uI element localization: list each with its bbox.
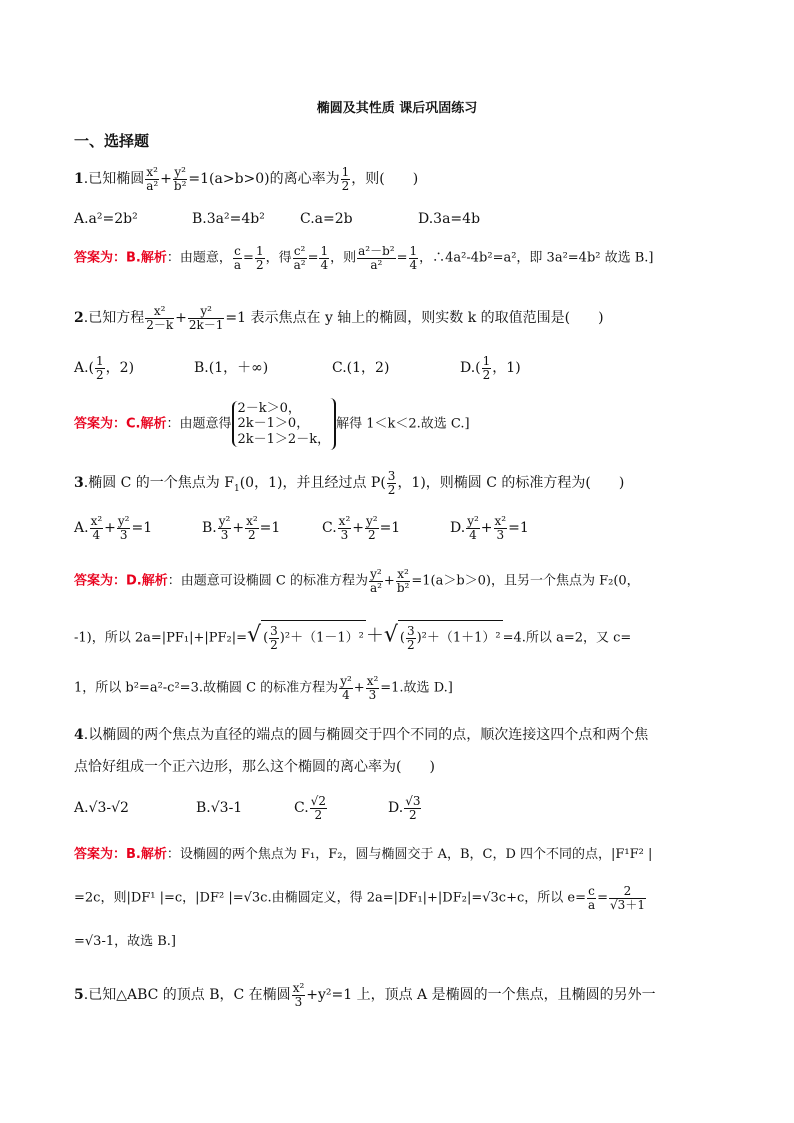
option-c: C.a=2b [300, 211, 353, 227]
answer-2: 答案为：C.解析：由题意得 2－k＞0， 2k－1＞0， 2k－1＞2－k， 解得 1＜k＜2.故选 C.] [74, 398, 470, 450]
option-a: A. $\frac{\text{x²}}{4}$ + $\frac{\text{y²}}{3}$ =1 [74, 514, 153, 542]
answer-1: 答案为：B.解析：由题意， $\frac{c}{a}$ = $\frac{1}{2}$ ，得 $\frac{\text{c²}}{\text{a²}}$ = $\frac{1}{4}$ ，则 $\frac{\text{a²－b²}}{\text{a²}}$ = $\frac{1}{4}$ ，∴4a²-4b²=a²，即 3a²=4b² 故选 B.] [74, 244, 654, 272]
question-2-options [74, 355, 521, 381]
option-c: C. $\frac{\text{x²}}{3}$ + $\frac{\text{y²}}{2}$ =1 [322, 514, 401, 542]
option-b: B.√3-1 [196, 800, 243, 817]
question-1-stem: 1.已知椭圆 $\frac{\text{x²}}{\text{a²}}$ + $\frac{\text{y²}}{\text{b²}}$ =1(a>b>0)的离心率为 $\frac{1}{2}$ ，则( ) [74, 165, 419, 193]
option-b: B.3a²=4b² [192, 211, 265, 227]
section-heading: 一、选择题 [74, 132, 150, 150]
page-title: 椭圆及其性质 课后巩固练习 [316, 101, 478, 116]
option-a: A.√3-√2 [74, 800, 129, 817]
option-d: D.3a=4b [418, 211, 481, 227]
question-4-options [74, 795, 422, 821]
question-4-stem-1: 4.以椭圆的两个焦点为直径的端点的圆与椭圆交于四个不同的点，顺次连接这四个点和两个焦 [74, 727, 649, 743]
question-2-stem: 2.已知方程 $\frac{\text{x²}}{2-k}$ + $\frac{\text{y²}}{2k-1}$ =1 表示焦点在 y 轴上的椭圆，则实数 k 的取值范围是( ) [74, 304, 604, 332]
question-5-stem: 5.已知△ABC 的顶点 B，C 在椭圆 $\frac{\text{x²}}{3}$ +y²=1 上，顶点 A 是椭圆的一个焦点，且椭圆的另外一 [74, 981, 656, 1009]
answer-3-line-1: 答案为：D.解析：由题意可设椭圆 C 的标准方程为 $\frac{\text{y²}}{\text{a²}}$ + $\frac{\text{x²}}{\text{b²}}$ =1(a＞b＞0)，且另一个焦点为 F₂(0， [74, 567, 640, 595]
question-3-stem: 3.椭圆 C 的一个焦点为 $F_1(0$，1)，并且经过点 P( $\frac{3}{2}$ ，1)，则椭圆 C 的标准方程为( ) [74, 469, 625, 497]
answer-4-line-3: =√3-1，故选 B.] [74, 934, 177, 949]
inequality-system: 2－k＞0， 2k－1＞0， 2k－1＞2－k， [232, 401, 331, 448]
option-a: A.a²=2b² [74, 211, 138, 227]
question-3-options [74, 515, 529, 541]
answer-4-line-2: =2c，则|DF¹ |=c，|DF² |=√3c.由椭圆定义，得 2a=|DF₁|+|DF₂|=√3c+c，所以 e= $\frac{c}{a}$ = $\frac{2}{√3+1}$ [74, 884, 645, 912]
answer-4-line-1: 答案为：B.解析：设椭圆的两个焦点为 F₁，F₂，圆与椭圆交于 A，B，C，D 四个不同的点，|F¹F² | [74, 847, 653, 862]
option-d: D.( $\frac{1}{2}$ ，1) [460, 354, 521, 382]
answer-3-line-2: -1)，所以 2a=|PF₁|+|PF₂|=√ ( $\frac{3}{2}$ )²＋（1－1）² ＋√ ( $\frac{3}{2}$ )²＋（1＋1）² =4.所以 a=2，又 c= [74, 620, 631, 651]
question-4-stem-2: 点恰好组成一个正六边形，那么这个椭圆的离心率为( ) [74, 759, 435, 775]
option-c: C. $\frac{√2}{2}$ [294, 794, 326, 822]
option-d: D. $\frac{\text{y²}}{4}$ + $\frac{\text{x²}}{3}$ =1 [450, 514, 529, 542]
question-1-options [74, 212, 480, 226]
option-a: A.( $\frac{1}{2}$ ，2) [74, 354, 135, 382]
option-d: D. $\frac{√3}{2}$ [388, 794, 421, 822]
answer-3-line-3: 1，所以 b²=a²-c²=3.故椭圆 C 的标准方程为 $\frac{\text{y²}}{4}$ + $\frac{\text{x²}}{3}$ =1.故选 D.] [74, 674, 453, 702]
option-b: B.(1，＋∞) [194, 360, 269, 377]
option-b: B. $\frac{\text{y²}}{3}$ + $\frac{\text{x²}}{2}$ =1 [202, 514, 281, 542]
option-c: C.(1，2) [332, 360, 390, 377]
